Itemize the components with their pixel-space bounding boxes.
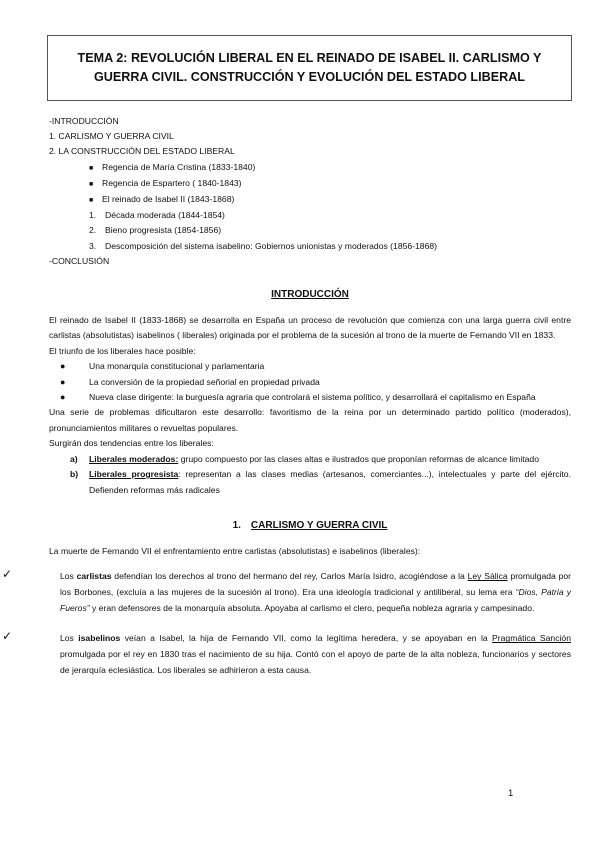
intro-heading: INTRODUCCIÓN	[271, 289, 349, 301]
bullet-icon: ●	[60, 376, 66, 387]
section1-check-list	[2, 567, 571, 678]
toc-bullet: ■ Regencia de María Cristina (1833-1840)	[49, 160, 571, 176]
list-item: ● Una monarquía constitucional y parlamentaria	[49, 359, 571, 374]
square-bullet-icon: ■	[89, 180, 94, 188]
table-of-contents	[49, 114, 571, 269]
bullet-icon: ●	[60, 361, 66, 372]
toc-numbered: 1. Década moderada (1844-1854)	[89, 210, 225, 221]
list-item: a) Liberales moderados: grupo compuesto por las clases altas e ilustrados que proponían reformas de alcance limitado	[70, 453, 539, 464]
list-item: b) Liberales progresista: representan a las clases medias (artesanos, comerciantes...), intelectuales y parte del ejército. Defienden reformas más radicales	[70, 469, 571, 495]
list-item: ● Nueva clase dirigente: la burguesía agraria que controlará el sistema político, y desarrollará el capitalismo en España	[49, 390, 571, 405]
toc-conclusion: -CONCLUSIÓN	[49, 255, 110, 266]
list-item: ✓ Los isabelinos veían a Isabel, la hija de Fernando VII, como la legítima heredera, y se apoyaban en la Pragmática Sanción promulgada por el rey en 1830 tras el nacimiento de su hija. Contó con el apoyo de parte de la alta nobleza, funcionarios y sectores de jerarquía eclesiástica. Los liberales se adhirieron a esta causa.	[2, 629, 571, 676]
checkmark-icon: ✓	[2, 567, 13, 582]
toc-item-1: 1. CARLISMO Y GUERRA CIVIL	[49, 131, 174, 142]
section1-paragraph: La muerte de Fernando VII el enfrentamiento entre carlistas (absolutistas) e isabelinos (liberales):	[49, 545, 421, 556]
page-body	[2, 114, 571, 678]
document-title: TEMA 2: REVOLUCIÓN LIBERAL EN EL REINADO DE ISABEL II. CARLISMO Y GUERRA CIVIL. CONSTRUCCIÓN Y EVOLUCIÓN DEL ESTADO LIBERAL	[77, 51, 542, 84]
section1-heading: 1. CARLISMO Y GUERRA CIVIL	[232, 519, 388, 531]
square-bullet-icon: ■	[89, 197, 94, 205]
intro-paragraph: El reinado de Isabel II (1833-1868) se desarrolla en España un proceso de revolución que comienza con una larga guerra civil entre carlistas (absolutistas) isabelinos ( liberales) originada por el problema de la sucesión al trono de la muerte de Fernando VII en 1833.	[49, 315, 571, 341]
intro-bullet-list	[49, 359, 571, 405]
tendencies-list	[49, 452, 571, 498]
toc-numbered: 2. Bieno progresista (1854-1856)	[89, 225, 222, 236]
list-item: ● La conversión de la propiedad señorial en propiedad privada	[49, 375, 571, 390]
toc-intro: -INTRODUCCIÓN	[49, 116, 119, 126]
bullet-icon: ●	[60, 392, 66, 403]
square-bullet-icon: ■	[89, 164, 94, 172]
toc-bullet: ■ El reinado de Isabel II (1843-1868)	[49, 192, 571, 208]
toc-bullet: ■ Regencia de Espartero ( 1840-1843)	[49, 176, 571, 192]
page-number: 1	[508, 788, 514, 799]
intro-paragraph: El triunfo de los liberales hace posible:	[49, 345, 196, 356]
checkmark-icon: ✓	[2, 629, 13, 644]
document-title-box	[47, 35, 572, 101]
toc-numbered: 3. Descomposición del sistema isabelino: Gobiernos unionistas y moderados (1856-1868)	[89, 240, 437, 251]
list-item: ✓ Los carlistas defendían los derechos al trono del hermano del rey, Carlos María Isidro, acogiéndose a la Ley Sálica promulgada por los Borbones, (excluía a las mujeres de la sucesión al trono). Era una ideología tradicional y antiliberal, su lema era “Dios, Patria y Fueros” y eran defensores de la monarquía absoluta. Apoyaba al carlismo el clero, pequeña nobleza agraria y campesinado.	[2, 567, 571, 614]
intro-paragraph: Surgirán dos tendencias entre los liberales:	[49, 438, 214, 449]
intro-paragraph: Una serie de problemas dificultaron este desarrollo: favoritismo de la reina por un determinado partido político (moderados), pronunciamientos militares o revueltas populares.	[49, 407, 571, 433]
toc-item-2: 2. LA CONSTRUCCIÓN DEL ESTADO LIBERAL	[49, 146, 235, 157]
